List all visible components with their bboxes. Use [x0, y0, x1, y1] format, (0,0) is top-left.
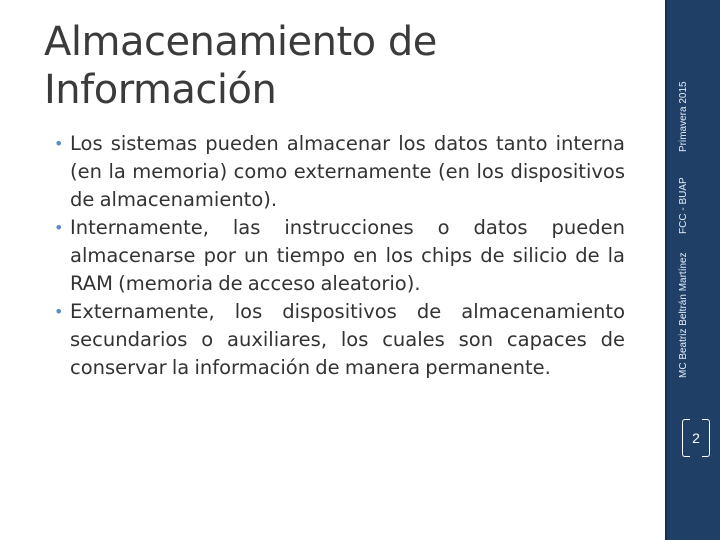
footer-organization: FCC - BUAP: [678, 177, 689, 234]
sidebar-divider: [665, 0, 667, 540]
slide-title-line-2: Información: [44, 67, 277, 113]
bullet-text: Internamente, las instrucciones o datos pueden almacenarse por un tiempo en los chips de silicio de la RAM (memoria de acceso aleatorio).: [70, 216, 625, 295]
sidebar: [665, 0, 720, 540]
page-number: 2: [682, 419, 710, 457]
bullet-text: Externamente, los dispositivos de almacenamiento secundarios o auxiliares, los cuales son capaces de conservar la información de manera permanente.: [70, 300, 625, 379]
bullet-icon: •: [54, 218, 64, 237]
bullet-item: [50, 130, 625, 214]
slide-title: [44, 18, 644, 114]
bullet-list: [50, 130, 625, 382]
bullet-item: [50, 214, 625, 298]
footer-season: Primavera 2015: [678, 81, 689, 152]
bullet-text: Los sistemas pueden almacenar los datos tanto interna (en la memoria) como externamente (en los dispositivos de almacenamiento).: [70, 132, 625, 211]
footer-author: MC Beatriz Beltrán Martínez: [678, 252, 689, 378]
bullet-item: [50, 298, 625, 382]
bullet-icon: •: [54, 134, 64, 153]
bullet-icon: •: [54, 302, 64, 321]
slide-title-line-1: Almacenamiento de: [44, 19, 437, 65]
